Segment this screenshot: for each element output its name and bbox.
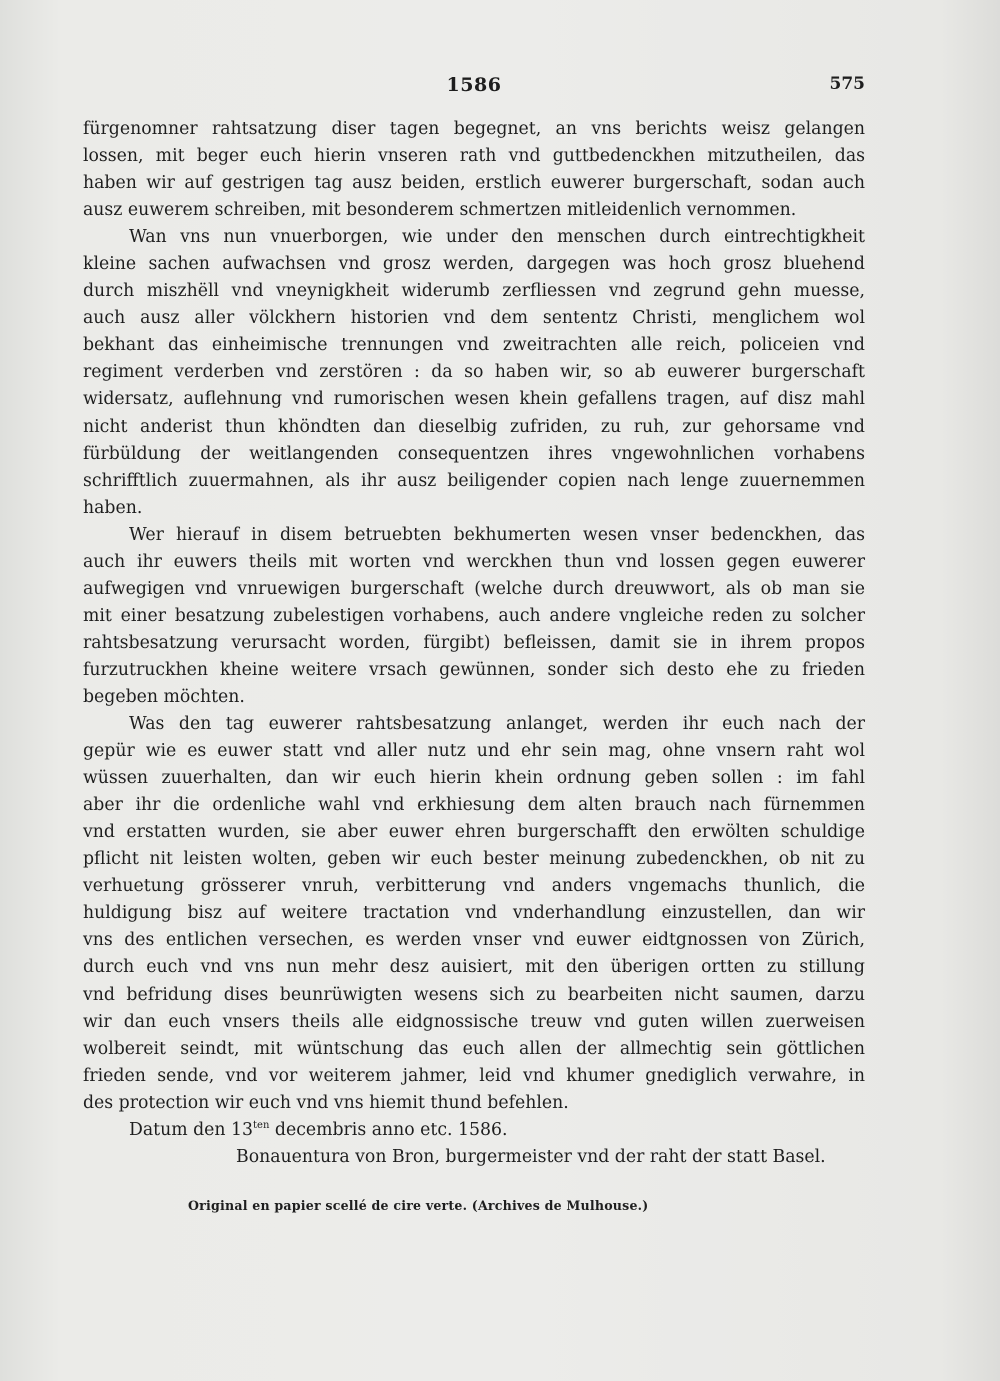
date-prefix: Datum den 13 [129,1119,254,1140]
text-line: nicht anderist thun khöndten dan dieselbig zufriden, zu ruh, zur gehorsame vnd [83,416,865,437]
text-line: wüssen zuuerhalten, dan wir euch hierin khein ordnung geben sollen : im fahl [83,768,865,789]
paragraph-start-line: Wer hierauf in disem betruebten bekhumerten wesen vnser bedenckhen, das [129,524,865,545]
text-line: haben wir auf gestrigen tag ausz beiden, erstlich euwerer burgerschaft, sodan auch [83,173,865,194]
text-line: huldigung bisz auf weitere tractation vnd vnderhandlung einzustellen, dan wir [83,903,865,924]
text-line: pflicht nit leisten wolten, geben wir euch bester meinung zubedenckhen, ob nit zu [83,849,865,870]
text-line: aufwegigen vnd vnruewigen burgerschaft (welche durch dreuwwort, als ob man sie [83,578,865,599]
source-note: Original en papier scellé de cire verte. (Archives de Mulhouse.) [188,1198,649,1213]
signature-line: Bonauentura von Bron, burgermeister vnd der raht der statt Basel. [236,1146,826,1167]
text-line: mit einer besatzung zubelestigen vorhabens, auch andere vngleiche reden zu solcher [83,605,865,626]
date-line [83,1117,865,1144]
date-superscript: ten [253,1119,270,1131]
text-line: begeben möchten. [83,686,245,707]
paragraph-start-line: Wan vns nun vnuerborgen, wie under den menschen durch eintrechtigkheit [129,227,865,248]
text-line: regiment verderben vnd zerstören : da so haben wir, so ab euwerer burgerschaft [83,362,865,383]
text-line: auch ihr euwers theils mit worten vnd werckhen thun vnd lossen gegen euwerer [83,551,865,572]
date-suffix: decembris anno etc. 1586. [269,1119,508,1140]
text-line: wolbereit seindt, mit wüntschung das euch allen der allmechtig sein göttlichen [83,1038,865,1059]
text-line: vns des entlichen versechen, es werden vnser vnd euwer eidtgnossen von Zürich, [83,930,865,951]
text-line: durch euch vnd vns nun mehr desz auisiert, mit den überigen ortten zu stillung [83,957,865,978]
page-number: 575 [829,74,865,94]
running-head [83,74,865,104]
text-line: kleine sachen aufwachsen vnd grosz werden, dargegen was hoch grosz bluehend [83,254,865,275]
text-line: schrifftlich zuuermahnen, als ihr ausz beiligender copien nach lenge zuuernemmen [83,470,865,491]
text-line: ausz euwerem schreiben, mit besonderem schmertzen mitleidenlich vernommen. [83,200,797,221]
text-line: des protection wir euch vnd vns hiemit thund befehlen. [83,1092,569,1113]
letter-body [83,116,865,1171]
text-line: widersatz, auflehnung vnd rumorischen wesen khein gefallens tragen, auf disz mahl [83,389,865,410]
text-line: wir dan euch vnsers theils alle eidgnossische treuw vnd guten willen zuerweisen [83,1011,865,1032]
text-line: aber ihr die ordenliche wahl vnd erkhiesung dem alten brauch nach fürnemmen [83,795,865,816]
paragraph-start-line: Was den tag euwerer rahtsbesatzung anlanget, werden ihr euch nach der [129,714,865,735]
text-line: furzutruckhen kheine weitere vrsach gewünnen, sonder sich desto ehe zu frieden [83,659,865,680]
text-line: lossen, mit beger euch hierin vnseren rath vnd guttbedenckhen mitzutheilen, das [83,146,865,167]
text-line: auch ausz aller völckhern historien vnd dem sententz Christi, menglichem wol [83,308,865,329]
text-line: gepür wie es euwer statt vnd aller nutz und ehr sein mag, ohne vnsern raht wol [83,741,865,762]
text-line: verhuetung grösserer vnruh, verbitterung vnd anders vngemachs thunlich, die [83,876,865,897]
page-year: 1586 [446,74,502,96]
text-line: haben. [83,497,143,518]
text-line: bekhant das einheimische trennungen vnd zweitrachten alle reich, policeien vnd [83,335,865,356]
text-line: vnd befridung dises beunrüwigten wesens sich zu bearbeiten nicht saumen, darzu [83,984,865,1005]
text-line: fürgenomner rahtsatzung diser tagen begegnet, an vns berichts weisz gelangen [83,119,865,139]
text-line: durch miszhëll vnd vneynigkheit widerumb zerfliessen vnd zegrund gehn muesse, [83,281,865,302]
text-line: frieden sende, vnd vor weiterem jahmer, leid vnd khumer gnediglich verwahre, in [83,1065,865,1086]
text-line: rahtsbesatzung verursacht worden, fürgibt) befleissen, damit sie in ihrem propos [83,632,865,653]
text-line: fürbüldung der weitlangenden consequentzen ihres vngewohnlichen vorhabens [83,443,865,464]
text-line: vnd erstatten wurden, sie aber euwer ehren burgerschafft den erwölten schuldige [83,822,865,843]
